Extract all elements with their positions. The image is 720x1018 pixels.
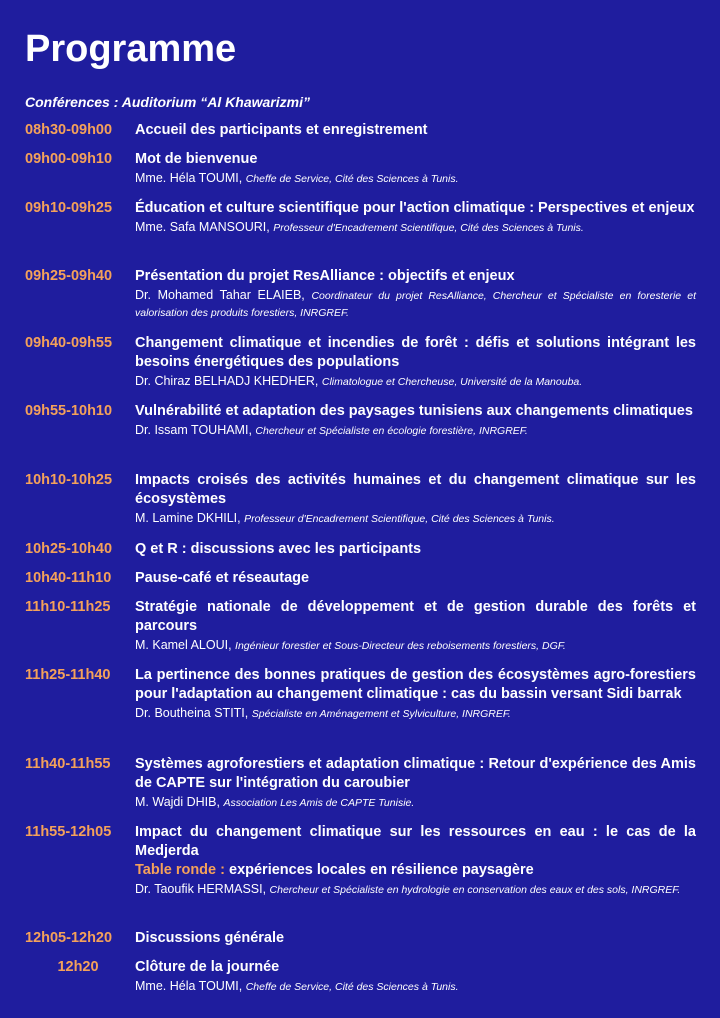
speaker-affiliation: Climatologue et Chercheuse, Université de la Manouba.: [321, 376, 583, 388]
entry-speaker: [135, 219, 696, 236]
entry-title: Éducation et culture scientifique pour l'action climatique : Perspectives et enjeux: [135, 200, 695, 216]
entry-time: 12h05-12h20: [25, 930, 113, 946]
entry-time: 10h40-11h10: [25, 570, 112, 586]
speaker-name: Dr. Boutheina STITI,: [135, 706, 249, 720]
speaker-name: Dr. Taoufik HERMASSI,: [135, 882, 267, 896]
entry-time: 11h40-11h55: [25, 756, 111, 772]
entry-time: 12h20: [57, 959, 99, 975]
entry-title: Impacts croisés des activités humaines et du changement climatique sur les écosystèmes: [135, 472, 696, 507]
entry-time: 09h10-09h25: [25, 200, 113, 216]
speaker-affiliation: Chercheur et Spécialiste en écologie forestière, INRGREF.: [255, 425, 528, 437]
speaker-name: M. Lamine DKHILI,: [135, 511, 241, 525]
speaker-name: Mme. Safa MANSOURI,: [135, 220, 270, 234]
entry-title: La pertinence des bonnes pratiques de gestion des écosystèmes agro-forestiers pour l'adaptation au changement climatique : cas du bassin versant Sidi barrak: [135, 667, 696, 702]
speaker-name: Mme. Héla TOUMI,: [135, 171, 243, 185]
round-table-text: expériences locales en résilience paysagère: [229, 862, 534, 878]
entry-speaker: [135, 170, 696, 187]
speaker-affiliation: Association Les Amis de CAPTE Tunisie.: [223, 797, 415, 809]
entry-time: 10h25-10h40: [25, 541, 113, 557]
entry-title: Q et R : discussions avec les participants: [135, 541, 422, 557]
speaker-name: Dr. Mohamed Tahar ELAIEB,: [135, 288, 305, 302]
speaker-name: M. Wajdi DHIB,: [135, 795, 220, 809]
speaker-name: Mme. Héla TOUMI,: [135, 979, 243, 993]
speaker-affiliation: Coordinateur du projet ResAlliance, Chercheur et Spécialiste en foresterie et valorisation des produits forestiers, INRGREF.: [135, 290, 696, 319]
entry-title: Mot de bienvenue: [135, 151, 258, 167]
speaker-affiliation: Professeur d'Encadrement Scientifique, Cité des Sciences à Tunis.: [244, 513, 555, 525]
speaker-affiliation: Chercheur et Spécialiste en hydrologie en conservation des eaux et des sols, INRGREF.: [269, 884, 681, 896]
entry-speaker: [135, 510, 696, 527]
round-table-line: [135, 861, 696, 880]
entry-time: 09h55-10h10: [25, 403, 113, 419]
speaker-affiliation: Professeur d'Encadrement Scientifique, Cité des Sciences à Tunis.: [273, 222, 584, 234]
entry-speaker: [135, 287, 696, 321]
entry-time: 11h55-12h05: [25, 824, 112, 840]
venue-subtitle: Conférences : Auditorium “Al Khawarizmi”: [25, 94, 310, 110]
speaker-name: Dr. Chiraz BELHADJ KHEDHER,: [135, 374, 319, 388]
entry-speaker: [135, 373, 696, 390]
entry-time: 11h10-11h25: [25, 599, 111, 615]
speaker-affiliation: Spécialiste en Aménagement et Sylviculture, INRGREF.: [251, 708, 511, 720]
entry-time: 11h25-11h40: [25, 667, 111, 683]
entry-speaker: [135, 794, 696, 811]
entry-speaker: [135, 637, 696, 654]
entry-title: Clôture de la journée: [135, 959, 280, 975]
speaker-affiliation: Cheffe de Service, Cité des Sciences à Tunis.: [245, 173, 459, 185]
entry-time: 08h30-09h00: [25, 122, 113, 138]
page-title: Programme: [25, 28, 237, 70]
entry-time: 09h00-09h10: [25, 151, 113, 167]
entry-title: Présentation du projet ResAlliance : objectifs et enjeux: [135, 268, 515, 284]
entry-title: Vulnérabilité et adaptation des paysages tunisiens aux changements climatiques: [135, 403, 693, 419]
round-table-label: Table ronde :: [135, 862, 225, 878]
entry-title: Accueil des participants et enregistrement: [135, 122, 428, 138]
entry-title: Discussions générale: [135, 930, 285, 946]
entry-speaker: [135, 881, 696, 898]
entry-speaker: [135, 978, 696, 995]
entry-title: Stratégie nationale de développement et de gestion durable des forêts et parcours: [135, 599, 696, 634]
entry-title: Changement climatique et incendies de forêt : défis et solutions intégrant les besoins énergétiques des populations: [135, 335, 696, 370]
speaker-name: M. Kamel ALOUI,: [135, 638, 232, 652]
speaker-affiliation: Cheffe de Service, Cité des Sciences à Tunis.: [245, 981, 459, 993]
entry-title: Systèmes agroforestiers et adaptation climatique : Retour d'expérience des Amis de CAPTE sur l'intégration du caroubier: [135, 756, 696, 791]
entry-time: 09h40-09h55: [25, 335, 113, 351]
entry-title: Impact du changement climatique sur les ressources en eau : le cas de la Medjerda: [135, 824, 696, 859]
entry-speaker: [135, 422, 696, 439]
entry-speaker: [135, 705, 696, 722]
speaker-affiliation: Ingénieur forestier et Sous-Directeur des reboisements forestiers, DGF.: [235, 640, 566, 652]
speaker-name: Dr. Issam TOUHAMI,: [135, 423, 252, 437]
entry-title: Pause-café et réseautage: [135, 570, 310, 586]
entry-time: 10h10-10h25: [25, 472, 113, 488]
entry-time: 09h25-09h40: [25, 268, 113, 284]
